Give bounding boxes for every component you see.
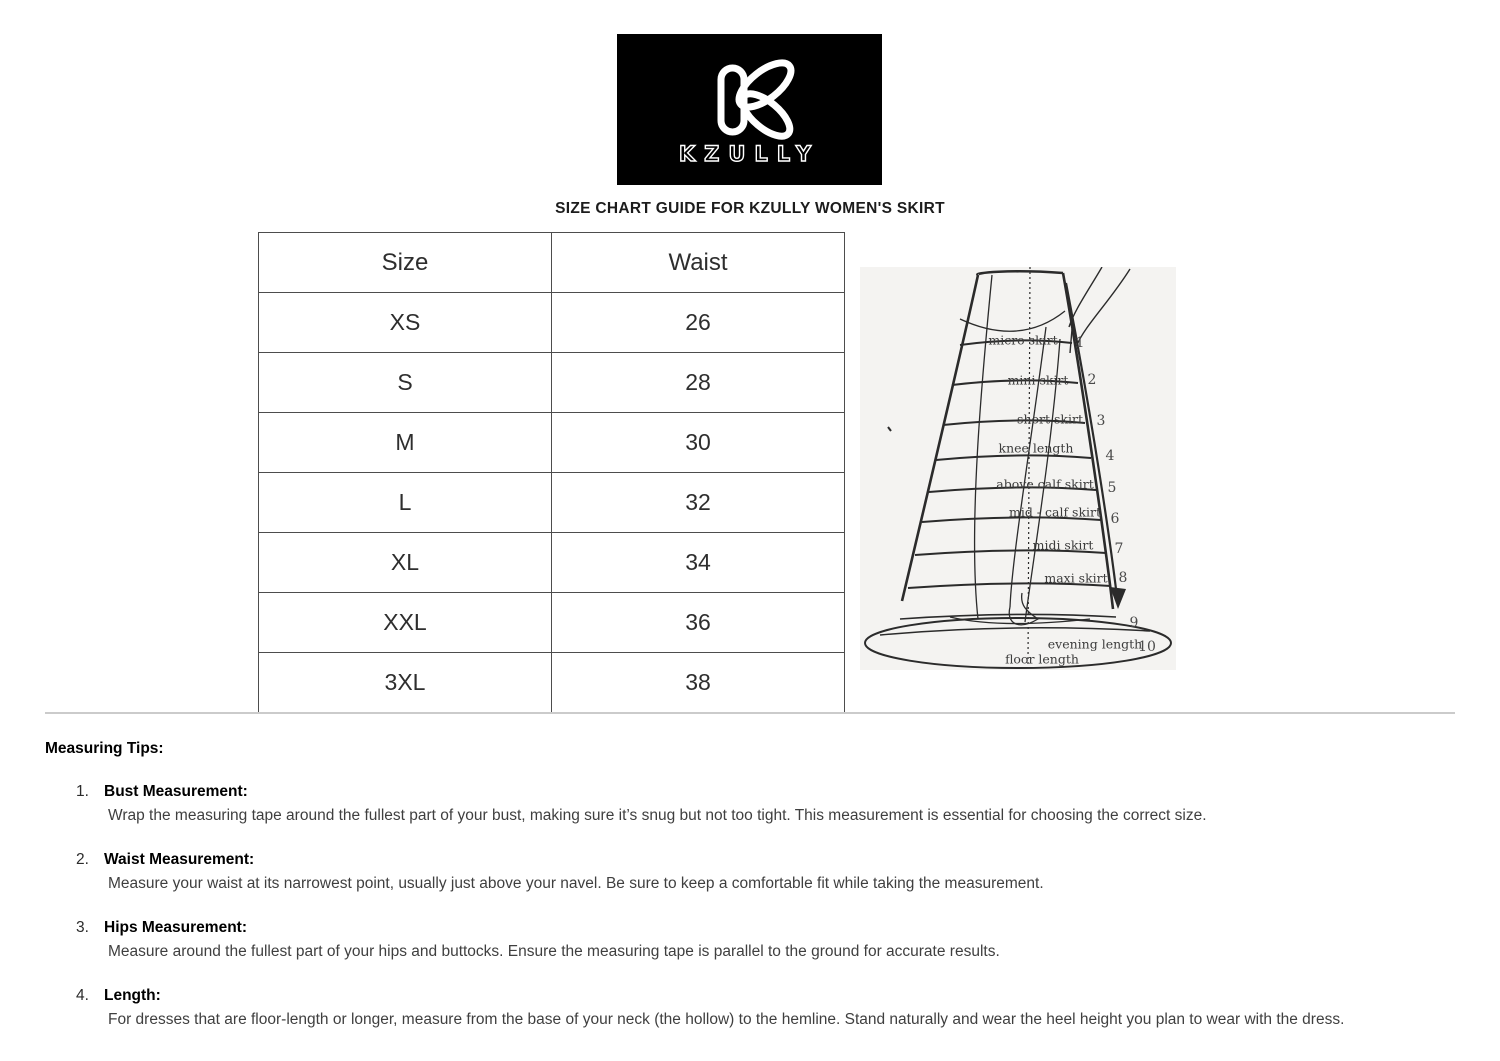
tips-heading: Measuring Tips: bbox=[45, 740, 164, 757]
label-micro-skirt: micro skirt bbox=[988, 332, 1058, 348]
tip-body: Wrap the measuring tape around the fullest part of your bust, making sure it’s snug but not too tight. This measurement is essential for choosing the correct size. bbox=[108, 807, 1207, 824]
waist-cell: 26 bbox=[552, 293, 845, 353]
tip-number: 2. bbox=[76, 851, 89, 868]
waist-cell: 30 bbox=[552, 413, 845, 473]
waist-cell: 34 bbox=[552, 533, 845, 593]
brand-logo bbox=[617, 34, 882, 185]
leg-line bbox=[1010, 327, 1046, 607]
skirt-length-diagram bbox=[860, 267, 1176, 670]
num-midi-skirt: 7 bbox=[1114, 541, 1124, 557]
hem-knee bbox=[936, 455, 1091, 460]
tip-title: Hips Measurement: bbox=[104, 919, 247, 936]
tip-body: For dresses that are floor-length or longer, measure from the base of your neck (the hollow) to the hemline. Stand naturally and wear the heel height you plan to wear with the dress. bbox=[108, 1011, 1345, 1028]
label-mini-skirt: mini skirt bbox=[1007, 372, 1069, 388]
label-above-calf-skirt: above calf skirt bbox=[996, 476, 1094, 492]
center-dotted-line bbox=[1028, 267, 1030, 665]
tip-title: Bust Measurement: bbox=[104, 783, 248, 800]
size-cell: 3XL bbox=[259, 653, 552, 713]
size-cell: S bbox=[259, 353, 552, 413]
size-table bbox=[258, 232, 845, 713]
hip-curve bbox=[960, 311, 1065, 331]
num-short-skirt: 3 bbox=[1096, 413, 1106, 429]
arm-line-1 bbox=[1069, 267, 1102, 327]
num-above-calf-skirt: 5 bbox=[1107, 480, 1117, 496]
tip-number: 3. bbox=[76, 919, 89, 936]
num-mini-skirt: 2 bbox=[1087, 372, 1097, 388]
waist-cell: 32 bbox=[552, 473, 845, 533]
stray-mark bbox=[888, 427, 891, 431]
size-cell: M bbox=[259, 413, 552, 473]
section-divider bbox=[45, 712, 1455, 714]
tip-number: 1. bbox=[76, 783, 89, 800]
table-row bbox=[259, 593, 845, 653]
tip-title: Waist Measurement: bbox=[104, 851, 255, 868]
size-cell: L bbox=[259, 473, 552, 533]
label-mid-calf-skirt: mid - calf skirt bbox=[1008, 504, 1102, 520]
num-knee-length: 4 bbox=[1105, 448, 1115, 464]
tip-item-waist bbox=[45, 851, 1465, 895]
tip-item-length bbox=[45, 987, 1465, 1031]
size-cell: XXL bbox=[259, 593, 552, 653]
waist-cell: 28 bbox=[552, 353, 845, 413]
measuring-tips-section bbox=[45, 740, 1465, 1055]
label-knee-length: knee length bbox=[998, 440, 1074, 456]
size-cell: XS bbox=[259, 293, 552, 353]
kzully-k-icon bbox=[617, 34, 882, 185]
tip-item-hips bbox=[45, 919, 1465, 963]
num-evening-length: 10 bbox=[1138, 639, 1156, 655]
waist-cell: 38 bbox=[552, 653, 845, 713]
table-row bbox=[259, 653, 845, 713]
size-cell: XL bbox=[259, 533, 552, 593]
arm-line-2 bbox=[1077, 269, 1130, 345]
table-row bbox=[259, 413, 845, 473]
num-mid-calf-skirt: 6 bbox=[1110, 511, 1120, 527]
size-column-header: Size bbox=[259, 233, 552, 293]
label-floor-length: floor length bbox=[1005, 651, 1079, 667]
label-maxi-skirt: maxi skirt bbox=[1044, 570, 1108, 586]
tip-title: Length: bbox=[104, 987, 161, 1004]
waistband-line bbox=[977, 271, 1063, 275]
table-row bbox=[259, 353, 845, 413]
waist-cell: 36 bbox=[552, 593, 845, 653]
num-micro-skirt: 1 bbox=[1075, 335, 1085, 351]
num-maxi-skirt: 8 bbox=[1118, 570, 1128, 586]
page-title: SIZE CHART GUIDE FOR KZULLY WOMEN'S SKIRT bbox=[555, 200, 945, 217]
table-row bbox=[259, 473, 845, 533]
table-header-row bbox=[259, 233, 845, 293]
label-midi-skirt: midi skirt bbox=[1032, 537, 1094, 553]
waist-column-header: Waist bbox=[552, 233, 845, 293]
label-short-skirt: short skirt bbox=[1017, 411, 1083, 427]
table-row bbox=[259, 533, 845, 593]
tip-item-bust bbox=[45, 783, 1465, 827]
tip-body: Measure your waist at its narrowest point, usually just above your navel. Be sure to keep a comfortable fit while taking the measurement. bbox=[108, 875, 1044, 892]
num-nine: 9 bbox=[1129, 615, 1139, 631]
tip-number: 4. bbox=[76, 987, 89, 1004]
brand-name-text: KZULLY bbox=[678, 142, 821, 166]
skirt-illustration bbox=[860, 267, 1176, 670]
drape-line-left bbox=[975, 275, 992, 619]
tip-body: Measure around the fullest part of your hips and buttocks. Ensure the measuring tape is parallel to the ground for accurate results. bbox=[108, 943, 1000, 960]
label-evening-length: evening length bbox=[1047, 636, 1143, 652]
table-row bbox=[259, 293, 845, 353]
arm-tick bbox=[1070, 329, 1072, 353]
foot-curve bbox=[1009, 593, 1038, 625]
evening-length-line bbox=[880, 628, 1150, 635]
size-table-body bbox=[259, 293, 845, 713]
